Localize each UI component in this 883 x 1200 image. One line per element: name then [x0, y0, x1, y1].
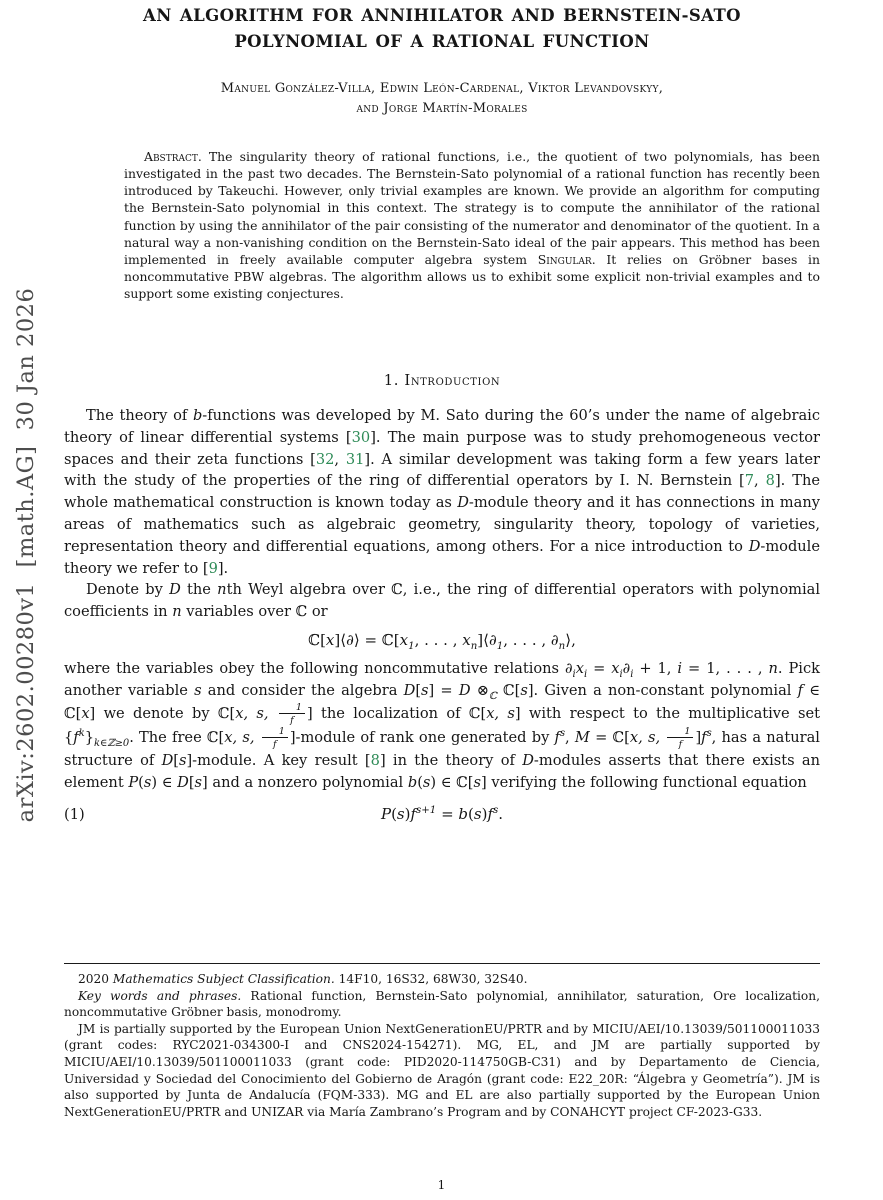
display-equation	[64, 630, 820, 652]
text-run: ]-module of rank one generated by	[289, 728, 555, 746]
math-italic: n	[172, 603, 182, 621]
equation-body	[381, 805, 503, 823]
footnote-keywords	[64, 988, 820, 1021]
subscript: i	[630, 668, 634, 680]
text-run: ℂ[	[496, 681, 521, 699]
page-number: 1	[437, 1178, 446, 1192]
text-run: ] the localization of ℂ[	[307, 704, 487, 722]
smallcaps-text: Singular	[537, 251, 592, 267]
subscript: i	[583, 668, 588, 680]
math-italic: P	[128, 773, 139, 791]
citation-link[interactable]: 8	[370, 751, 380, 769]
math-italic: D	[177, 773, 189, 791]
math-italic: b	[407, 773, 418, 791]
text-run: . Pick another variable	[64, 659, 820, 699]
text-run: [	[188, 773, 195, 791]
abstract-label: Abstract.	[144, 149, 202, 165]
math-italic: s	[178, 751, 187, 769]
text-run: ] in the theory of	[379, 751, 523, 769]
math-italic: x, s,	[224, 728, 260, 746]
subscript: ℂ	[488, 690, 497, 702]
math-italic: s	[473, 805, 482, 824]
text-run: ]. The main purpose was to study prehomogeneous vector spaces and their zeta functions [	[64, 428, 820, 468]
math-italic: D	[403, 681, 416, 699]
text-run: , . . . , ∂	[503, 630, 559, 649]
text-run: . It relies on Gröbner bases in noncommutative PBW algebras. The algorithm allows us to exhibit some explicit non-trivial examples and to support some existing conjectures.	[124, 251, 820, 301]
citation-link[interactable]: 8	[765, 472, 775, 490]
superscript: s	[706, 727, 712, 739]
text-run: = ℂ[	[589, 728, 630, 746]
text-run: ]. The whole mathematical construction is known today as	[64, 472, 820, 512]
text-run: ∂	[622, 659, 631, 677]
math-italic: D	[457, 494, 469, 512]
text-run: ⟩,	[565, 630, 576, 649]
text-run: =	[587, 659, 612, 677]
subscript: n	[470, 640, 478, 652]
text-run: ) ∈	[151, 773, 178, 791]
paper-title	[64, 3, 820, 54]
math-italic: x	[575, 659, 584, 677]
math-italic: M	[574, 728, 590, 746]
inline-fraction: $\frac{1}{f}$	[667, 726, 693, 750]
superscript: k	[78, 727, 85, 739]
text-run: .	[498, 805, 504, 824]
subscript: i	[572, 668, 576, 680]
text-run: ]. A similar development was taking form a few years later with the study of the properties of the ring of differential operators by I. N. Bernstein [	[64, 450, 820, 490]
math-italic: b	[458, 805, 469, 824]
text-run: Denote by	[86, 581, 170, 599]
footnote-msc	[64, 971, 820, 988]
text-run: Rational function, Bernstein-Sato polynomial, annihilator, saturation, Ore localization, noncommutative Gröbner basis, monodromy.	[64, 988, 820, 1020]
math-italic: P	[380, 805, 392, 824]
paragraph-3	[64, 658, 820, 794]
text-run: ].	[217, 559, 229, 577]
author-line-1: Manuel González-Villa, Edwin León-Cardenal, Viktor Levandovskyy,	[220, 81, 664, 97]
text-run: The theory of	[86, 406, 193, 424]
math-italic: f	[73, 728, 79, 746]
abstract	[64, 148, 820, 302]
math-italic: f	[410, 805, 417, 824]
math-italic: f	[487, 805, 493, 824]
math-italic: s	[520, 681, 528, 699]
author-line-2: and Jorge Martín-Morales	[356, 100, 528, 116]
text-run: [	[173, 751, 179, 769]
paper-content	[64, 0, 820, 823]
text-run: ,	[334, 450, 346, 468]
math-italic: s	[194, 681, 202, 699]
math-italic: D	[161, 751, 174, 769]
math-italic: x	[81, 704, 90, 722]
text-run: and consider the algebra	[201, 681, 404, 699]
text-run: ,	[754, 472, 766, 490]
citation-link[interactable]: 9	[208, 559, 218, 577]
text-run: (	[468, 805, 474, 824]
math-italic: s	[421, 681, 429, 699]
math-italic: f	[554, 728, 560, 746]
math-italic: s	[396, 805, 405, 824]
math-italic: b	[192, 406, 203, 424]
math-italic: s	[473, 773, 481, 791]
equation-1	[64, 805, 820, 823]
section-heading-introduction: 1. Introduction	[383, 371, 501, 389]
text-run: -module theory and it has connections in many areas of mathematics such as algebraic geometry, singularity theory, topology of varieties, representation theory and differential equations, among others. For a nice introduction to	[64, 494, 820, 555]
text-run: -module theory we refer to [	[64, 537, 820, 577]
text-run: = 1, . . . ,	[682, 659, 769, 677]
text-run: (	[138, 773, 144, 791]
math-italic: x	[611, 659, 620, 677]
text-run: ) ∈ ℂ[	[430, 773, 474, 791]
subscript: 1	[496, 640, 504, 652]
text-run: [	[415, 681, 422, 699]
citation-link[interactable]: 7	[744, 472, 755, 490]
text-run: 14F10, 16S32, 68W30, 32S40.	[334, 972, 528, 986]
subscript: 1	[408, 640, 415, 652]
text-run: th Weyl algebra over ℂ, i.e., the ring of differential operators with polynomial coefficients in	[64, 581, 820, 621]
text-run: + 1,	[633, 659, 678, 677]
math-italic: x, s,	[235, 704, 277, 722]
paragraph-1	[64, 405, 820, 579]
footnote-funding	[64, 1021, 820, 1121]
subscript: n	[558, 640, 566, 652]
text-run: where the variables obey the following noncommutative relations ∂	[64, 659, 573, 677]
equation-number: (1)	[64, 806, 85, 824]
math-italic: s	[143, 773, 152, 791]
inline-fraction: $\frac{1}{f}$	[279, 702, 305, 726]
text-run: ]-module. A key result [	[186, 751, 371, 769]
text-run: ] =	[428, 681, 459, 699]
math-italic: s	[422, 773, 431, 791]
footnotes	[64, 963, 820, 1120]
subscript: i	[619, 668, 623, 680]
text-run: ]	[695, 728, 702, 746]
text-run: -modules asserts that there exists an element	[64, 751, 821, 791]
text-run: ] with respect to the multiplicative set {	[64, 704, 820, 746]
text-run: (	[417, 773, 423, 791]
superscript: s+1	[416, 805, 437, 817]
text-run: -functions was developed by M. Sato during the 60’s under the name of algebraic theory of linear differential systems [	[64, 406, 821, 446]
text-run: ] verifying the following functional equation	[481, 773, 807, 791]
text-run: (	[391, 805, 397, 824]
text-run: 2020	[78, 972, 113, 986]
title-line-1: AN ALGORITHM FOR ANNIHILATOR AND BERNSTEIN-SATO	[143, 6, 741, 25]
text-run: . The free ℂ[	[129, 728, 225, 746]
superscript: s	[493, 805, 499, 817]
text-run: ]⟨∂	[477, 630, 497, 649]
text-run: ] we denote by ℂ[	[89, 704, 236, 722]
subscript: k∈ℤ≥0	[94, 737, 130, 749]
citation-link[interactable]: 31	[345, 450, 365, 468]
paragraph-2	[64, 579, 820, 623]
inline-fraction: $\frac{1}{f}$	[262, 726, 288, 750]
math-italic: Mathematics Subject Classification.	[112, 972, 335, 986]
math-italic: f	[701, 728, 707, 746]
authors	[64, 79, 820, 118]
text-run: )	[404, 805, 411, 824]
text-run: JM is partially supported by the European Union NextGenerationEU/PRTR and by MICIU/AEI/10.13039/501100011033 (grant codes: RYC2021-034300-I and CNS2024-154271). MG, EL, and JM are partially supported by MICIU/AEI/10.13039/501100011033 (grant code: PID2020-114750GB-C31) and by Departamento de Ciencia, Universidad y Sociedad del Conocimiento del Gobierno de Aragón (grant code: E22_20R: “Álgebra y Geometría”). JM is also supported by Junta de Andalucía (FQM-333). MG and EL are also partially supported by the European Union NextGenerationEU/PRTR and UNIZAR via María Zambrano’s Program and by CONAHCYT project CF-2023-G33.	[64, 1021, 820, 1119]
citation-link[interactable]: 30	[351, 428, 371, 446]
text-run: ∈ ℂ[	[64, 681, 821, 722]
math-italic: s	[194, 773, 203, 791]
math-italic: D	[169, 581, 181, 599]
math-italic: D	[522, 751, 534, 769]
text-run: )	[481, 805, 488, 824]
text-run: =	[436, 805, 459, 824]
math-italic: n	[768, 659, 778, 677]
arxiv-watermark: arXiv:2602.00280v1 [math.AG] 30 Jan 2026	[13, 287, 39, 823]
text-run: The singularity theory of rational functions, i.e., the quotient of two polynomials, has been investigated in the past two decades. The Bernstein-Sato polynomial of a rational function has recently been introduced by Takeuchi. However, only trivial examples are known. We provide an algorithm for computing the Bernstein-Sato polynomial in this context. The strategy is to compute the annihilator of the rational function by using the annihilator of the pair consisting of the numerator and denominator of the quotient. In a natural way a non-vanishing condition on the Bernstein-Sato ideal of the pair appears. This method has been implemented in freely available computer algebra system	[124, 149, 820, 267]
text-run: ⊗	[470, 681, 489, 699]
math-italic: x	[399, 630, 409, 649]
text-run: , . . . ,	[414, 630, 463, 649]
math-italic: x, s	[486, 704, 515, 722]
math-italic: i	[677, 659, 683, 677]
math-italic: Key words and phrases.	[78, 988, 242, 1003]
text-run: ,	[565, 728, 575, 746]
text-run: , has a natural structure of	[64, 728, 820, 769]
math-italic: x	[462, 630, 471, 649]
math-italic: x, s,	[629, 728, 666, 746]
text-run: variables over ℂ or	[181, 603, 328, 621]
text-run: ]⟨∂⟩ = ℂ[	[334, 630, 400, 649]
math-italic: D	[458, 681, 471, 699]
text-run: }	[84, 728, 95, 746]
abstract-text	[124, 149, 820, 301]
math-italic: x	[325, 630, 335, 649]
text-run: ]. Given a non-constant polynomial	[527, 681, 798, 699]
title-line-2: POLYNOMIAL OF A RATIONAL FUNCTION	[234, 31, 650, 51]
text-run: the	[180, 581, 218, 599]
math-italic: n	[217, 581, 227, 599]
superscript: s	[559, 727, 566, 739]
text-run: ℂ[	[308, 630, 326, 649]
math-italic: D	[748, 537, 761, 555]
math-italic: f	[797, 681, 804, 699]
text-run: ] and a nonzero polynomial	[202, 773, 408, 791]
citation-link[interactable]: 32	[315, 450, 335, 468]
